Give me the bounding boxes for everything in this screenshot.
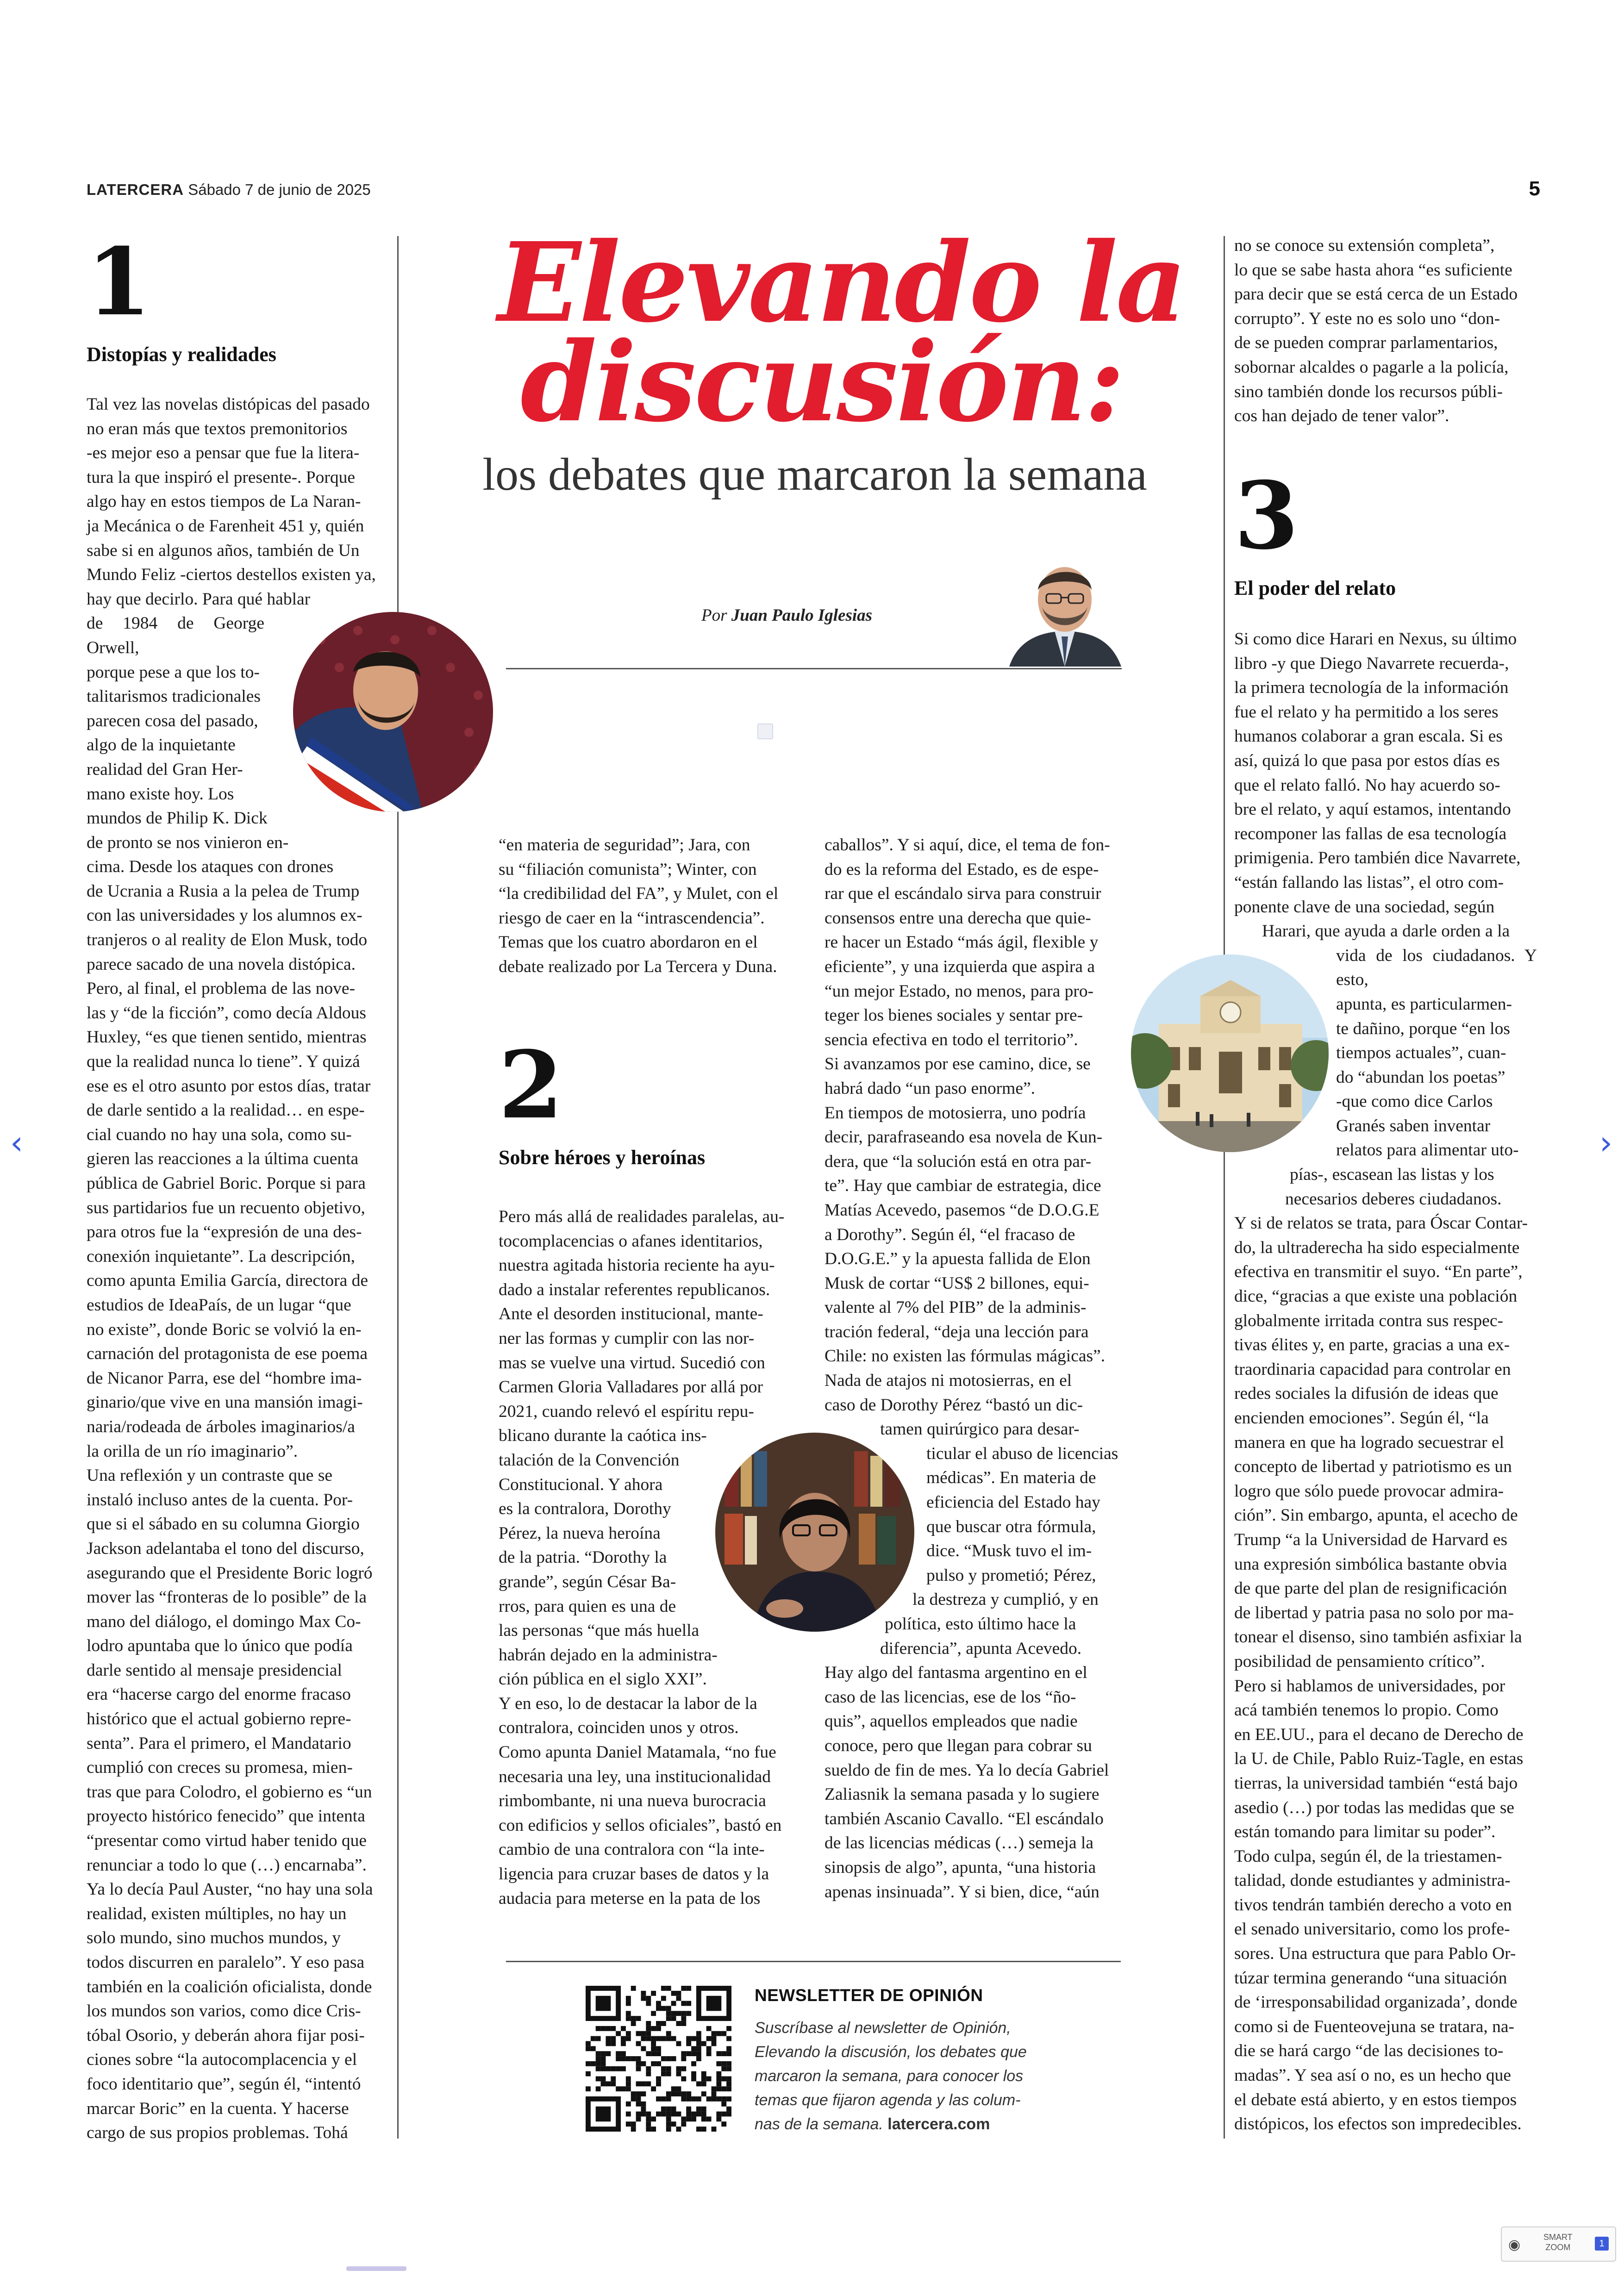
newsletter-text xyxy=(755,2016,1106,2136)
text-line: cial cuando no hay una sola, como su- xyxy=(87,1125,352,1144)
text-line: Ante el desorden institucional, mante- xyxy=(499,1304,763,1324)
column-2-top xyxy=(499,833,800,979)
text-line: carnación del protagonista de ese poema xyxy=(87,1344,368,1364)
smart-zoom-badge: 1 xyxy=(1595,2237,1609,2251)
text-line: “presentar como virtud haber tenido que xyxy=(87,1831,367,1851)
text-line: caso de Dorothy Pérez “bastó un dic- xyxy=(824,1395,1083,1415)
text-line: logro que sólo puede provocar admira- xyxy=(1234,1481,1504,1501)
text-line: eficiencia del Estado hay xyxy=(926,1493,1100,1512)
text-line: madas”. Y sea así o no, es un hecho que xyxy=(1234,2066,1512,2085)
text-line: encienden emociones”. Según él, “la xyxy=(1234,1409,1489,1428)
column-rule-right xyxy=(1224,236,1225,2139)
newsletter-line: temas que fijaron agenda y las colum- xyxy=(755,2091,1021,2109)
text-line: a Dorothy”. Según él, “el fracaso de xyxy=(824,1225,1075,1244)
text-line: con edificios y sellos oficiales”, bastó en xyxy=(499,1815,782,1835)
text-line: apunta, es particularmen- xyxy=(1336,994,1512,1014)
text-line: las y “de la ficción”, como decía Aldous xyxy=(87,1003,366,1023)
headline-line-1: Elevando la xyxy=(498,218,1185,347)
newsletter-line: Elevando la discusión, los debates que xyxy=(755,2043,1027,2061)
section-1-title: Distopías y realidades xyxy=(87,343,276,366)
text-line: de la patria. “Dorothy la xyxy=(499,1548,667,1567)
section-3-title: El poder del relato xyxy=(1234,577,1396,599)
text-line: de ‘irresponsabilidad organizada’, donde xyxy=(1234,1993,1518,2012)
text-line: rros, para quien es una de xyxy=(499,1597,676,1616)
text-line: tiempos actuales”, cuan- xyxy=(1336,1043,1506,1063)
text-line: tierras, la universidad también “está bajo xyxy=(1234,1773,1518,1793)
text-line: do, la ultraderecha ha sido especialmente xyxy=(1234,1238,1520,1257)
text-line: Granés saben inventar xyxy=(1336,1116,1491,1135)
text-line: sino también donde los recursos públi- xyxy=(1234,382,1503,401)
newsletter-link[interactable]: latercera.com xyxy=(883,2115,990,2133)
section-1-number: 1 xyxy=(87,228,151,337)
text-line: hay que decirlo. Para qué hablar xyxy=(87,589,311,609)
text-line: caballos”. Y si aquí, dice, el tema de fon- xyxy=(824,836,1110,854)
text-line: médicas”. En materia de xyxy=(926,1468,1096,1488)
text-line: están tomando para limitar su poder”. xyxy=(1234,1822,1496,1842)
text-line: gieren las reacciones a la última cuenta xyxy=(87,1149,359,1169)
text-line: fue el relato y ha permitido a los seres xyxy=(1234,702,1499,722)
text-line: manera en que ha logrado secuestrar el xyxy=(1234,1433,1505,1452)
newsletter-rule xyxy=(506,1961,1121,1962)
text-line: parecen cosa del pasado, xyxy=(87,711,258,730)
text-line: Hay algo del fantasma argentino en el xyxy=(824,1663,1087,1683)
text-line: sueldo de fin de mes. Ya lo decía Gabriel xyxy=(824,1760,1109,1780)
text-line: no existe”, donde Boric se volvió la en- xyxy=(87,1320,362,1339)
text-line: todos discurren en paralelo”. Y eso pasa xyxy=(87,1953,365,1972)
text-line: Constitucional. Y ahora xyxy=(499,1475,663,1494)
text-line: de 1984 de George Orwell, xyxy=(87,614,264,657)
text-line: Nada de atajos ni motosierras, en el xyxy=(824,1371,1072,1391)
text-line: tivos tendrán también derecho a voto en xyxy=(1234,1895,1512,1915)
text-line: senta”. Para el primero, el Mandatario xyxy=(87,1734,351,1753)
text-line: tras que para Colodro, el gobierno es “un xyxy=(87,1782,372,1802)
text-line: cos han dejado de tener valor”. xyxy=(1234,406,1449,426)
text-line: instaló incluso antes de la cuenta. Por- xyxy=(87,1490,353,1509)
text-line: estudios de IdeaPaís, de un lugar “que xyxy=(87,1295,351,1315)
byline-prefix: Por xyxy=(701,606,727,625)
text-line: de se pueden comprar parlamentarios, xyxy=(1234,333,1498,353)
text-line: así, quizá lo que pasa por estos días es xyxy=(1234,751,1500,770)
text-line: la primera tecnología de la información xyxy=(1234,678,1509,698)
text-line: primigenia. Pero también dice Navarrete, xyxy=(1234,848,1521,868)
text-line: habrán dejado en la administra- xyxy=(499,1645,718,1665)
text-line: efectiva en transmitir el suyo. “En parte”, xyxy=(1234,1262,1523,1282)
text-line: ticular el abuso de licencias xyxy=(926,1444,1118,1463)
text-line: die se hará cargo “de las decisiones to- xyxy=(1234,2041,1504,2061)
text-line: las personas “que más huella xyxy=(499,1621,700,1640)
text-line: necesaria una ley, una institucionalidad xyxy=(499,1767,771,1786)
text-line: “en materia de seguridad”; Jara, con xyxy=(499,836,750,854)
text-line: Harari, que ayuda a darle orden a la xyxy=(1262,922,1510,941)
smart-zoom-label: SMART ZOOM xyxy=(1543,2233,1573,2252)
text-line: bre el relato, y aquí estamos, intentando xyxy=(1234,800,1511,819)
text-line: do es la reforma del Estado, es de espe- xyxy=(824,860,1099,879)
text-line: vida de los ciudadanos. Y esto, xyxy=(1336,946,1537,990)
section-1 xyxy=(87,228,389,368)
smart-zoom-button[interactable] xyxy=(1501,2226,1616,2262)
text-line: Una reflexión y un contraste que se xyxy=(87,1466,333,1485)
text-line: Jackson adelantaba el tono del discurso, xyxy=(87,1539,364,1558)
text-line: mano del diálogo, el domingo Max Co- xyxy=(87,1612,361,1631)
text-line: el debate está abierto, y en estos tiempos xyxy=(1234,2090,1517,2109)
text-line: re hacer un Estado “más ágil, flexible y xyxy=(824,933,1099,952)
text-line: proyecto histórico fenecido” que intenta xyxy=(87,1807,365,1826)
issue-date: Sábado 7 de junio de 2025 xyxy=(188,181,371,198)
text-line: ciones sobre “la autocomplacencia y el xyxy=(87,2050,357,2070)
text-line: túzar termina generando “una situación xyxy=(1234,1968,1507,1988)
text-line: 2021, cuando relevó el espíritu repu- xyxy=(499,1402,754,1421)
text-line: de Nicanor Parra, ese del “hombre ima- xyxy=(87,1368,362,1388)
text-line: Chile: no existen las fórmulas mágicas”. xyxy=(824,1347,1106,1366)
text-line: como si de Fuenteovejuna se tratara, na- xyxy=(1234,2017,1514,2036)
text-line: do “abundan los poetas” xyxy=(1336,1067,1505,1087)
text-line: caso de las licencias, ese de los “ño- xyxy=(824,1687,1076,1707)
text-line: Temas que los cuatro abordaron en el xyxy=(499,933,758,952)
text-line: mover las “fronteras de lo posible” de la xyxy=(87,1588,367,1607)
page-header xyxy=(87,177,1540,205)
text-line: talitarismos tradicionales xyxy=(87,687,261,706)
newsletter-title: NEWSLETTER DE OPINIÓN xyxy=(755,1986,983,2005)
text-line: Pérez, la nueva heroína xyxy=(499,1523,661,1543)
text-line: Como apunta Daniel Matamala, “no fue xyxy=(499,1743,776,1762)
page-number: 5 xyxy=(1529,177,1540,200)
text-line: de darle sentido a la realidad… en espe- xyxy=(87,1101,365,1120)
text-line: mano existe hoy. Los xyxy=(87,784,234,804)
byline-rule xyxy=(506,668,1122,669)
text-line: necesarios deberes ciudadanos. xyxy=(1285,1189,1502,1209)
text-line: dice. “Musk tuvo el im- xyxy=(926,1541,1092,1561)
text-line: lodro apuntaba que lo único que podía xyxy=(87,1636,353,1656)
text-line: Pero más allá de realidades paralelas, au- xyxy=(499,1207,785,1226)
text-line: sencia efectiva en todo el territorio”. xyxy=(824,1030,1078,1049)
text-line: En tiempos de motosierra, uno podría xyxy=(824,1103,1086,1123)
text-line: blicano durante la caótica ins- xyxy=(499,1426,707,1446)
text-line: de pronto se nos vinieron en- xyxy=(87,833,289,852)
text-line: conoce, pero que llegan para cobrar su xyxy=(824,1736,1092,1755)
text-line: cima. Desde los ataques con drones xyxy=(87,857,334,877)
text-line: la destreza y cumplió, y en xyxy=(912,1590,1099,1609)
text-line: que buscar otra fórmula, xyxy=(926,1517,1096,1536)
text-line: ner las formas y cumplir con las nor- xyxy=(499,1328,755,1348)
text-line: con las universidades y los alumnos ex- xyxy=(87,906,362,925)
text-line: sobornar alcaldes o pagarle a la policía, xyxy=(1234,357,1509,377)
text-line: conexión inquietante”. La descripción, xyxy=(87,1247,355,1266)
text-line: mundos de Philip K. Dick xyxy=(87,809,268,828)
text-line: Carmen Gloria Valladares por allá por xyxy=(499,1378,763,1397)
text-line: ligencia para cruzar bases de datos y la xyxy=(499,1865,769,1884)
text-line: globalmente irritada contra sus respec- xyxy=(1234,1311,1504,1330)
text-line: Pero, al final, el problema de las nove- xyxy=(87,979,356,998)
text-line: es la contralora, Dorothy xyxy=(499,1499,671,1519)
text-line: de libertad y patria pasa no solo por ma- xyxy=(1234,1603,1514,1622)
text-line: que la realidad nunca lo tiene”. Y quizá xyxy=(87,1052,360,1072)
text-line: Y si de relatos se trata, para Óscar Contar- xyxy=(1234,1214,1528,1233)
text-line: renunciar a todo lo que (…) encarnaba”. xyxy=(87,1855,367,1875)
text-line: la orilla de un río imaginario”. xyxy=(87,1441,298,1461)
text-line: contralora, coinciden unos y otros. xyxy=(499,1718,739,1738)
column-rule-left xyxy=(397,236,399,2139)
newsletter-line: Suscríbase al newsletter de Opinión, xyxy=(755,2019,1011,2037)
column-4-top xyxy=(1234,234,1537,429)
text-line: Ya lo decía Paul Auster, “no hay una sola xyxy=(87,1880,373,1899)
text-line: Huxley, “es que tienen sentido, mientras xyxy=(87,1028,367,1047)
text-line: de Ucrania a Rusia a la pelea de Trump xyxy=(87,881,360,901)
text-line: de las licencias médicas (…) semeja la xyxy=(824,1834,1093,1853)
text-line: humanos colaborar a gran escala. Si es xyxy=(1234,727,1503,746)
text-line: tocomplacencias o afanes identitarios, xyxy=(499,1231,763,1251)
text-line: libro -y que Diego Navarrete recuerda-, xyxy=(1234,654,1509,673)
column-3 xyxy=(824,833,1121,1904)
text-line: era “hacerse cargo del enorme fracaso xyxy=(87,1685,351,1704)
text-line: distópicos, los efectos son impredecibles. xyxy=(1234,2114,1522,2134)
text-line: nuestra agitada historia reciente ha ayu- xyxy=(499,1256,775,1275)
text-line: rar que el escándalo sirva para construir xyxy=(824,884,1101,904)
text-line: “la credibilidad del FA”, y Mulet, con el xyxy=(499,884,779,904)
text-line: ción pública en el siglo XXI”. xyxy=(499,1670,707,1689)
text-line: no se conoce su extensión completa”, xyxy=(1234,236,1495,255)
text-line: -es mejor eso a pensar que fue la litera- xyxy=(87,443,360,463)
text-line: “un mejor Estado, no menos, para pro- xyxy=(824,981,1094,1001)
image-placeholder-icon xyxy=(757,723,773,739)
text-line: tonear el disenso, sino también asfixiar la xyxy=(1234,1628,1522,1647)
text-line: en EE.UU., para el decano de Derecho de xyxy=(1234,1725,1524,1744)
text-line: algo hay en estos tiempos de La Naran- xyxy=(87,492,361,511)
text-line: que el relato falló. No hay acuerdo so- xyxy=(1234,775,1500,795)
text-line: dice, “gracias a que existe una población xyxy=(1234,1287,1518,1306)
next-page-arrow[interactable]: › xyxy=(1599,1124,1612,1162)
text-line: una expresión simbólica bastante obvia xyxy=(1234,1554,1507,1574)
text-line: recomponer las fallas de esa tecnología xyxy=(1234,824,1507,843)
text-line: decir, parafraseando esa novela de Kun- xyxy=(824,1128,1103,1147)
eye-icon: ◉ xyxy=(1508,2237,1521,2252)
text-line: concepto de libertad y patriotismo es un xyxy=(1234,1457,1512,1477)
masthead xyxy=(87,181,371,199)
reading-progress-bar xyxy=(346,2266,406,2271)
section-2-number: 2 xyxy=(499,1031,563,1140)
text-line: teger los bienes sociales y sentar pre- xyxy=(824,1006,1083,1025)
newsletter-line: marcaron la semana, para conocer los xyxy=(755,2067,1024,2085)
text-line: dado a instalar referentes republicanos. xyxy=(499,1280,770,1299)
text-line: posibilidad de pensamiento crítico”. xyxy=(1234,1652,1485,1671)
newsletter-qr-code[interactable] xyxy=(586,1986,731,2132)
text-line: Trump “a la Universidad de Harvard es xyxy=(1234,1530,1508,1549)
headline-subtitle: los debates que marcaron la semana xyxy=(482,449,1147,500)
text-line: audacia para meterse en la pata de los xyxy=(499,1889,761,1908)
text-line: también en la coalición oficialista, donde xyxy=(87,1977,372,1996)
text-line: Pero si hablamos de universidades, por xyxy=(1234,1676,1505,1696)
newsletter-line: nas de la semana. latercera.com xyxy=(755,2115,990,2133)
text-line: los mundos son varios, como dice Cris- xyxy=(87,2002,361,2021)
text-line: ese es el otro asunto por estos días, tratar xyxy=(87,1076,371,1096)
text-line: histórico que el actual gobierno repre- xyxy=(87,1709,351,1729)
text-line: algo de la inquietante xyxy=(87,736,236,755)
text-line: también Ascanio Cavallo. “El escándalo xyxy=(824,1809,1104,1828)
text-line: que si el sábado en su columna Giorgio xyxy=(87,1515,360,1534)
text-line: te dañino, porque “en los xyxy=(1336,1019,1510,1038)
text-line: porque pese a que los to- xyxy=(87,662,260,682)
text-line: cumplió con creces su promesa, mien- xyxy=(87,1758,353,1777)
text-line: acá también tenemos lo propio. Como xyxy=(1234,1701,1499,1720)
section-3-number: 3 xyxy=(1234,461,1299,570)
text-line: la U. de Chile, Pablo Ruiz-Tagle, en estas xyxy=(1234,1749,1524,1769)
text-line: consensos entre una derecha que quie- xyxy=(824,908,1091,928)
text-line: para decir que se está cerca de un Estado xyxy=(1234,285,1518,304)
text-line: pulso y prometió; Pérez, xyxy=(926,1565,1096,1585)
masthead-logo: LATERCERA xyxy=(87,181,184,198)
text-line: apenas insinuada”. Y si bien, dice, “aún xyxy=(824,1882,1099,1902)
text-line: relatos para alimentar uto- xyxy=(1336,1141,1519,1160)
byline-author: Juan Paulo Iglesias xyxy=(731,606,873,625)
text-line: foco identitario que”, según él, “intentó xyxy=(87,2074,361,2094)
text-line: Matías Acevedo, pasemos “de D.O.G.E xyxy=(824,1200,1099,1220)
text-line: dera, que “la solución está en otra par- xyxy=(824,1152,1092,1171)
text-line: rimbombante, ni una nueva burocracia xyxy=(499,1791,766,1811)
text-line: cambio de una contralora con “la inte- xyxy=(499,1840,765,1859)
section-2-title: Sobre héroes y heroínas xyxy=(499,1146,706,1169)
text-line: no eran más que textos premonitorios xyxy=(87,419,348,438)
text-line: ponente clave de una sociedad, según xyxy=(1234,897,1495,917)
text-line: cargo de sus propios problemas. Tohá xyxy=(87,2123,348,2143)
text-line: tivas élites y, en parte, gracias a una ex- xyxy=(1234,1335,1510,1355)
text-line: Tal vez las novelas distópicas del pasado xyxy=(87,395,370,414)
text-line: su “filiación comunista”; Winter, con xyxy=(499,860,757,879)
text-line: tura la que inspiró el presente-. Porque xyxy=(87,468,356,487)
text-line: “están fallando las listas”, el otro com- xyxy=(1234,873,1504,892)
text-line: te”. Hay que cambiar de estrategia, dice xyxy=(824,1176,1101,1196)
text-line: Si como dice Harari en Nexus, su último xyxy=(1234,630,1517,649)
section-2 xyxy=(499,1031,800,1171)
text-line: como apunta Emilia García, directora de xyxy=(87,1271,369,1291)
text-line: grande”, según César Ba- xyxy=(499,1572,676,1591)
section-3 xyxy=(1234,461,1537,601)
text-line: Mundo Feliz -ciertos destellos existen ya, xyxy=(87,565,376,585)
text-line: traordinaria capacidad para controlar en xyxy=(1234,1360,1511,1379)
text-line: tóbal Osorio, y deberán ahora fijar posi- xyxy=(87,2026,365,2045)
text-line: sores. Una estructura que para Pablo Or- xyxy=(1234,1944,1516,1964)
text-line: Y en eso, lo de destacar la labor de la xyxy=(499,1694,757,1713)
text-line: asegurando que el Presidente Boric logró xyxy=(87,1563,373,1583)
text-line: ja Mecánica o de Farenheit 451 y, quién xyxy=(87,516,364,536)
boric-photo xyxy=(293,612,493,812)
text-line: habrá dado “un paso enorme”. xyxy=(824,1079,1036,1098)
text-line: sinopsis de algo”, apunta, “una historia xyxy=(824,1858,1096,1877)
byline xyxy=(701,605,872,625)
text-line: tración federal, “deja una lección para xyxy=(824,1322,1089,1341)
text-line: solo mundo, sino muchos mundos, y xyxy=(87,1928,341,1948)
text-line: Si avanzamos por ese camino, dice, se xyxy=(824,1054,1091,1074)
text-line: marcar Boric” en la cuenta. Y hacerse xyxy=(87,2099,349,2118)
text-line: valente al 7% del PIB” de la adminis- xyxy=(824,1298,1087,1317)
text-line: riesgo de caer en la “intrascendencia”. xyxy=(499,908,765,928)
text-line: ginario/que vive en una mansión imagi- xyxy=(87,1393,363,1412)
text-line: debate realizado por La Tercera y Duna. xyxy=(499,957,777,976)
text-line: eficiente”, y una izquierda que aspira a xyxy=(824,957,1095,976)
text-line: realidad del Gran Her- xyxy=(87,760,243,779)
text-line: realidad, existen múltiples, no hay un xyxy=(87,1904,347,1923)
text-line: parece sacado de una novela distópica. xyxy=(87,954,356,974)
text-line: el senado universitario, como los profe- xyxy=(1234,1920,1510,1939)
text-line: redes sociales la difusión de ideas que xyxy=(1234,1384,1499,1403)
text-line: tamen quirúrgico para desar- xyxy=(880,1420,1080,1439)
text-line: naria/rodeada de árboles imaginarios/a xyxy=(87,1417,355,1436)
text-line: D.O.G.E.” y la apuesta fallida de Elon xyxy=(824,1249,1091,1269)
prev-page-arrow[interactable]: ‹ xyxy=(10,1124,23,1162)
text-line: de que parte del plan de resignificación xyxy=(1234,1579,1507,1598)
text-line: talidad, donde estudiantes y administra- xyxy=(1234,1871,1511,1890)
university-photo xyxy=(1131,954,1329,1152)
text-line: pías-, escasean las listas y los xyxy=(1290,1165,1494,1185)
text-line: para otros fue la “expresión de una des- xyxy=(87,1222,362,1242)
text-line: diferencia”, apunta Acevedo. xyxy=(880,1639,1082,1658)
text-line: Todo culpa, según él, de la triestamen- xyxy=(1234,1846,1502,1866)
text-line: asedio (…) por todas las medidas que se xyxy=(1234,1798,1515,1817)
text-line: Musk de cortar “US$ 2 billones, equi- xyxy=(824,1273,1089,1293)
author-portrait xyxy=(1000,553,1130,667)
text-line: talación de la Convención xyxy=(499,1450,680,1470)
section-3-body xyxy=(1234,627,1537,2137)
text-line: sus partidarios fue un recuento objetivo, xyxy=(87,1198,365,1217)
text-line: política, esto último hace la xyxy=(885,1615,1076,1634)
text-line: tranjeros o al reality de Elon Musk, todo xyxy=(87,930,368,950)
text-line: pública de Gabriel Boric. Porque si para xyxy=(87,1174,366,1193)
text-line: -que como dice Carlos xyxy=(1336,1092,1493,1111)
text-line: mas se vuelve una virtud. Sucedió con xyxy=(499,1353,765,1372)
text-line: quis”, aquellos empleados que nadie xyxy=(824,1712,1078,1731)
text-line: ción”. Sin embargo, apunta, el acecho de xyxy=(1234,1506,1518,1525)
text-line: Zaliasnik la semana pasada y lo sugiere xyxy=(824,1785,1099,1804)
headline-line-2: discusión: xyxy=(520,318,1123,446)
text-line: corrupto”. Y este no es solo uno “don- xyxy=(1234,309,1500,328)
text-line: lo que se sabe hasta ahora “es suficiente xyxy=(1234,260,1512,280)
text-line: darle sentido al mensaje presidencial xyxy=(87,1660,342,1680)
text-line: sabe si en algunos años, también de Un xyxy=(87,541,360,560)
